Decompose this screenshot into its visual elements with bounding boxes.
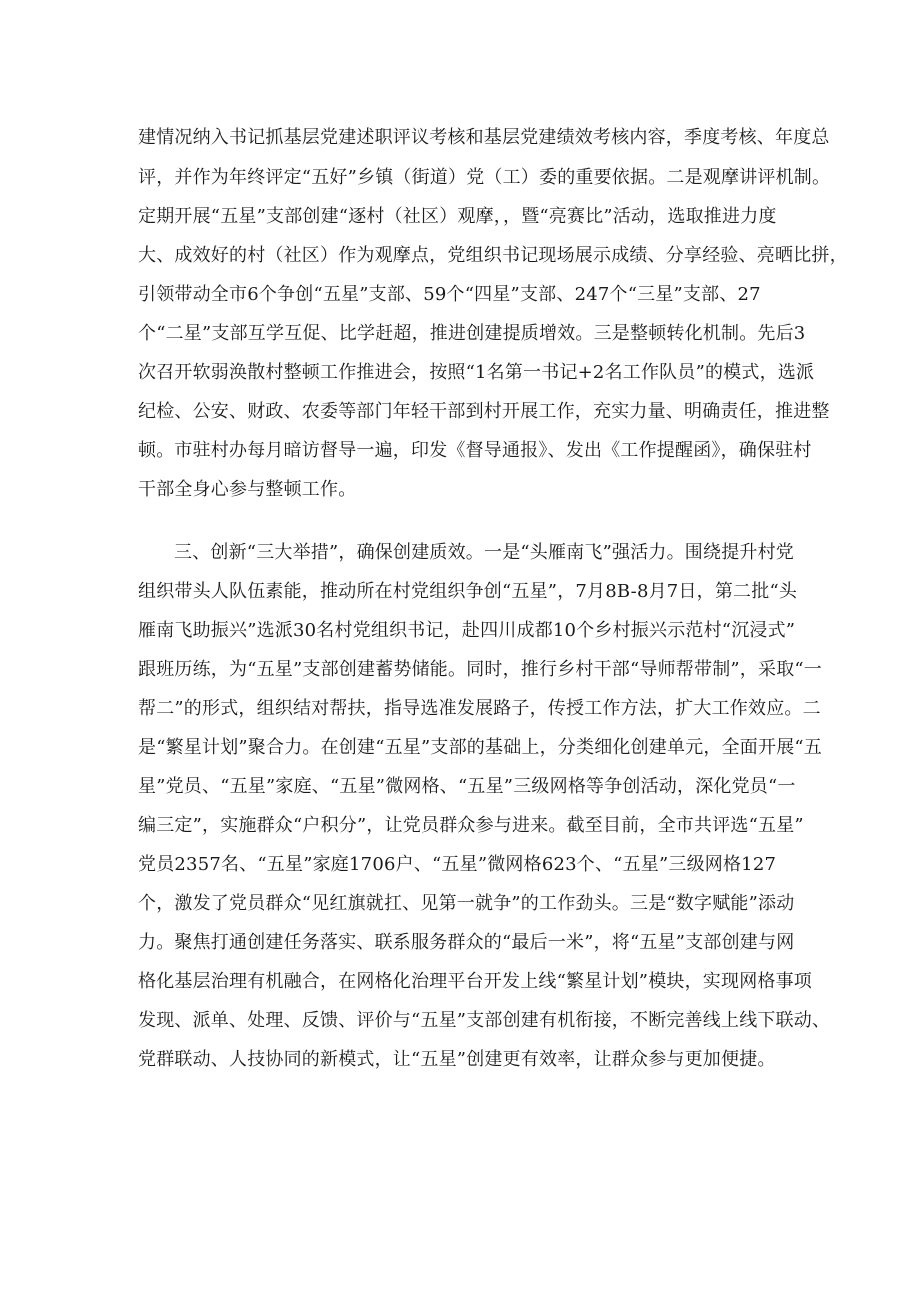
paragraph-1-line-3: 定期开展“五星”支部创建“逐村（社区）观摩，，暨“亮赛比”活动，选取推进力度 — [138, 206, 777, 227]
paragraph-2-line-11: 力。聚焦打通创建任务落实、联系服务群众的“最后一米”，将“五星”支部创建与网 — [138, 932, 795, 953]
paragraph-1-line-8: 纪检、公安、财政、农委等部门年轻干部到村开展工作，充实力量、明确责任，推进整 — [138, 401, 830, 422]
paragraph-2-line-14: 党群联动、人技协同的新模式，让“五星”创建更有效率，让群众参与更加便捷。 — [138, 1049, 776, 1070]
paragraph-2-line-6: 是“繁星计划”聚合力。在创建“五星”支部的基础上，分类细化创建单元，全面开展“五 — [138, 737, 823, 758]
paragraph-1-line-7: 次召开软弱涣散村整顿工作推进会，按照“1名第一书记+2名工作队员”的模式，选派 — [138, 362, 815, 383]
paragraph-2-line-4: 跟班历练，为“五星”支部创建蓄势储能。同时，推行乡村干部“导师帮带制”，采取“一 — [138, 659, 823, 680]
paragraph-1-line-9: 顿。市驻村办每月暗访督导一遍，印发《督导通报》、发出《工作提醒函》，确保驻村 — [138, 440, 812, 461]
paragraph-2-line-13: 发现、派单、处理、反馈、评价与“五星”支部创建有机衔接，不断完善线上线下联动、 — [138, 1010, 831, 1031]
paragraph-1-line-4: 大、成效好的村（社区）作为观摩点，党组织书记现场展示成绩、分享经验、亮晒比拼， — [138, 245, 848, 266]
paragraph-2-line-5: 帮二”的形式，组织结对帮扶，指导选准发展路子，传授工作方法，扩大工作效应。二 — [138, 698, 821, 719]
paragraph-2-line-3: 雁南飞助振兴”选派30名村党组织书记，赴四川成都10个乡村振兴示范村“沉浸式” — [138, 620, 796, 641]
paragraph-2-line-2: 组织带头人队伍素能，推动所在村党组织争创“五星”，7月8B-8月7日，第二批“头 — [138, 581, 798, 602]
paragraph-2-line-9: 党员2357名、“五星”家庭1706户、“五星”微网格623个、“五星”三级网格127 — [138, 854, 777, 875]
paragraph-1-line-2: 评，并作为年终评定“五好”乡镇（街道）党（工）委的重要依据。二是观摩讲评机制。 — [138, 167, 831, 188]
paragraph-1-line-6: 个“二星”支部互学互促、比学赶超，推进创建提质增效。三是整顿转化机制。先后3 — [138, 323, 806, 344]
paragraph-1-line-10: 干部全身心参与整顿工作。 — [138, 479, 357, 500]
paragraph-2-line-8: 编三定”，实施群众“户积分”，让党员群众参与进来。截至目前，全市共评选“五星” — [138, 815, 804, 836]
paragraph-2-line-10: 个，激发了党员群众“见红旗就扛、见第一就争”的工作劲头。三是“数字赋能”添动 — [138, 893, 795, 914]
paragraph-1-line-5: 引领带动全市6个争创“五星”支部、59个“四星”支部、247个“三星”支部、27 — [138, 284, 761, 305]
paragraph-2-line-12: 格化基层治理有机融合，在网格化治理平台开发上线“繁星计划”模块，实现网格事项 — [138, 971, 813, 992]
paragraph-2-line-1: 三、创新“三大举措”，确保创建质效。一是“头雁南飞”强活力。围绕提升村党 — [174, 542, 795, 563]
paragraph-2-line-7: 星”党员、“五星”家庭、“五星”微网格、“五星”三级网格等争创活动，深化党员“一 — [138, 776, 796, 797]
paragraph-1-line-1: 建情况纳入书记抓基层党建述职评议考核和基层党建绩效考核内容，季度考核、年度总 — [138, 127, 830, 148]
